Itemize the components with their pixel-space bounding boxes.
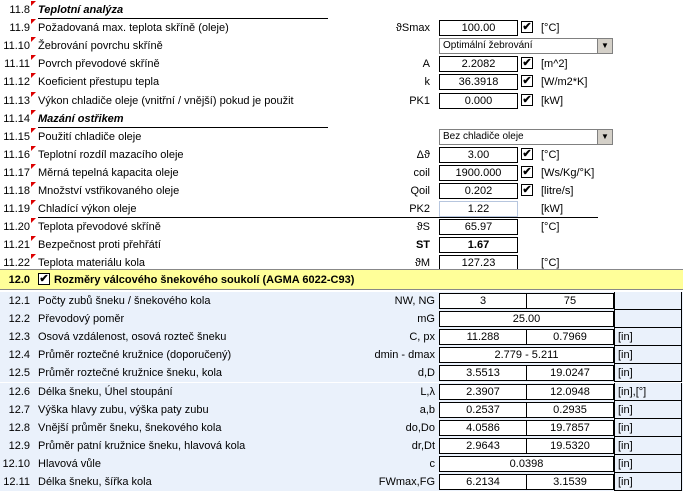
row-12-1 [0, 292, 683, 310]
row-number: 11.8 [9, 4, 30, 16]
checkbox[interactable]: ✔ [522, 57, 532, 70]
comment-marker [31, 55, 36, 60]
row-11-19 [0, 200, 683, 218]
row-number: 11.10 [3, 40, 30, 53]
row-number: 12.7 [8, 403, 30, 416]
symbol: c [429, 457, 435, 470]
row-label: Povrch převodové skříně [38, 58, 160, 71]
unit-label: [in] [618, 403, 633, 416]
row-label: Mazání ostřikem [38, 112, 124, 125]
chevron-down-icon[interactable]: ▼ [597, 130, 612, 144]
unit-label: [Ws/Kg/°K] [541, 166, 595, 179]
row-label: Bezpečnost proti přehřátí [38, 239, 161, 252]
comment-marker [31, 236, 36, 241]
row-label: Vnější průměr šneku, šnekového kola [38, 421, 222, 434]
value-1[interactable]: 4.0586 [439, 420, 527, 436]
row-11-12 [0, 73, 683, 91]
unit-label: [°C] [541, 22, 560, 35]
value-field[interactable]: 1900.000 [439, 165, 518, 181]
checkbox[interactable]: ✔ [522, 21, 532, 34]
unit-label: [in] [618, 421, 633, 434]
row-label: Průměr roztečné kružnice šneku, kola [38, 367, 223, 380]
symbol: L,λ [420, 385, 435, 398]
dropdown-value: Optimální žebrování [443, 40, 533, 52]
section-header [0, 269, 683, 290]
comment-marker [31, 146, 36, 151]
symbol: mG [417, 313, 435, 326]
unit-label: [in] [618, 476, 633, 488]
unit-label: [W/m2*K] [541, 76, 588, 89]
value-2[interactable]: 12.0948 [526, 384, 614, 400]
symbol: FWmax,FG [378, 476, 435, 488]
row-number: 12.1 [8, 295, 30, 307]
row-number: 11.9 [9, 22, 30, 35]
row-label: Výška hlavy zubu, výška paty zubu [38, 403, 209, 416]
unit-label: [m^2] [541, 58, 568, 71]
row-11-21 [0, 236, 683, 254]
symbol: PK2 [409, 203, 430, 216]
row-number: 12.4 [8, 349, 30, 362]
value-span[interactable]: 0.0398 [439, 456, 614, 472]
row-number: 12.3 [8, 331, 30, 344]
comment-marker [31, 92, 36, 97]
row-11-13 [0, 92, 683, 110]
value-1[interactable]: 3 [439, 293, 527, 309]
value-1[interactable]: 2.9643 [439, 438, 527, 454]
row-12-7 [0, 401, 683, 419]
row-number: 11.11 [4, 58, 30, 71]
row-label: Teplotní rozdíl mazacího oleje [38, 148, 184, 161]
row-12-5 [0, 364, 683, 382]
row-11-18 [0, 182, 683, 200]
symbol: dmin - dmax [374, 349, 435, 362]
value-field[interactable]: 0.000 [439, 93, 518, 109]
row-number: 11.16 [3, 148, 30, 161]
unit-cell [614, 292, 682, 310]
value-field[interactable]: 36.3918 [439, 74, 518, 90]
row-12-10 [0, 455, 683, 473]
symbol: C, px [409, 331, 435, 344]
comment-marker [31, 37, 36, 42]
value-field[interactable]: 127.23 [439, 255, 518, 271]
unit-label: [kW] [541, 94, 563, 107]
row-label: Chladící výkon oleje [38, 203, 137, 216]
row-11-15 [0, 128, 683, 146]
row-number: 11.18 [3, 185, 30, 197]
symbol: PK1 [409, 94, 430, 107]
row-11-8 [0, 1, 683, 19]
unit-cell [614, 310, 682, 328]
symbol: d,D [417, 367, 435, 380]
row-number: 11.19 [3, 203, 30, 216]
row-number: 11.17 [3, 166, 30, 179]
row-label: Množství vstřikovaného oleje [38, 185, 180, 197]
unit-label: [in],[°] [618, 385, 647, 398]
unit-label: [in] [618, 331, 633, 344]
value-span[interactable]: 25.00 [439, 311, 614, 327]
checkbox[interactable]: ✔ [522, 184, 532, 196]
row-label: Počty zubů šneku / šnekového kola [38, 295, 211, 307]
section-checkbox[interactable]: ✔ [39, 273, 49, 285]
comment-marker [31, 128, 36, 133]
row-label: Teplota převodové skříně [38, 221, 161, 234]
dropdown-select[interactable] [439, 129, 613, 145]
section-title: Rozměry válcového šnekového soukolí (AGMA 6022-C93) [54, 274, 355, 286]
row-number: 11.14 [3, 112, 30, 125]
unit-label: [°C] [541, 221, 560, 234]
row-12-9 [0, 437, 683, 455]
symbol: Qoil [410, 185, 430, 197]
comment-marker [31, 200, 36, 205]
row-11-9 [0, 19, 683, 37]
value-field[interactable]: 65.97 [439, 219, 518, 235]
value-2[interactable]: 75 [526, 293, 614, 309]
row-11-17 [0, 164, 683, 182]
row-label: Výkon chladiče oleje (vnitřní / vnější) pokud je použit [38, 94, 294, 107]
row-number: 12.11 [3, 476, 30, 488]
row-12-11 [0, 473, 683, 491]
value-field[interactable]: 0.202 [439, 183, 518, 199]
row-12-8 [0, 419, 683, 437]
row-label: Převodový poměr [38, 313, 125, 326]
value-2[interactable]: 0.7969 [526, 329, 614, 345]
row-number: 11.21 [3, 239, 30, 252]
symbol: ϑSmax [395, 22, 430, 35]
row-number: 11.13 [3, 94, 30, 107]
row-label: Teplota materiálu kola [38, 257, 146, 270]
row-11-10 [0, 37, 683, 55]
value-2[interactable]: 19.7857 [526, 420, 614, 436]
value-field[interactable]: 2.2082 [439, 56, 518, 72]
comment-marker [31, 182, 36, 187]
row-label: Průměr roztečné kružnice (doporučený) [38, 349, 232, 362]
unit-label: [in] [618, 439, 633, 452]
comment-marker [31, 218, 36, 223]
row-label: Délka šneku, šířka kola [38, 476, 152, 488]
row-label: Teplotní analýza [38, 4, 124, 16]
value-2[interactable]: 3.1539 [526, 474, 614, 490]
symbol: ϑS [416, 221, 430, 234]
row-12-3 [0, 328, 683, 346]
value-2[interactable]: 0.2935 [526, 402, 614, 418]
unit-label: [litre/s] [541, 185, 574, 197]
row-label: Koeficient přestupu tepla [38, 76, 160, 89]
value-span[interactable]: 2.779 - 5.211 [439, 347, 614, 363]
unit-label: [in] [618, 367, 633, 380]
symbol: k [424, 76, 430, 89]
value-2[interactable]: 19.5320 [526, 438, 614, 454]
section-number: 12.0 [8, 274, 30, 286]
unit-label: [in] [618, 457, 633, 470]
row-11-11 [0, 55, 683, 73]
row-number: 12.6 [8, 385, 30, 398]
row-number: 12.9 [8, 439, 30, 452]
row-number: 12.2 [8, 313, 30, 326]
chevron-down-icon[interactable]: ▼ [597, 39, 612, 53]
unit-label: [°C] [541, 257, 560, 270]
symbol: coil [413, 166, 430, 179]
row-number: 11.20 [3, 221, 30, 234]
row-label: Požadovaná max. teplota skříně (oleje) [38, 22, 229, 35]
symbol: a,b [419, 403, 435, 416]
unit-label: [kW] [541, 203, 563, 216]
row-number: 12.8 [8, 421, 30, 434]
checkbox[interactable]: ✔ [522, 75, 532, 88]
value-1[interactable]: 2.3907 [439, 384, 527, 400]
row-11-14 [0, 110, 683, 128]
row-number: 12.5 [8, 367, 30, 380]
checkbox[interactable]: ✔ [522, 165, 532, 178]
unit-label: [°C] [541, 148, 560, 161]
value-1[interactable]: 0.2537 [439, 402, 527, 418]
checkbox[interactable]: ✔ [522, 93, 532, 106]
row-12-6 [0, 383, 683, 401]
dropdown-value: Bez chladiče oleje [443, 130, 524, 142]
symbol: ST [415, 239, 430, 252]
value-field[interactable]: 100.00 [439, 20, 518, 36]
symbol: dr,Dt [411, 439, 435, 452]
row-label: Žebrování povrchu skříně [38, 40, 163, 53]
row-number: 11.15 [3, 130, 30, 143]
row-number: 11.12 [3, 76, 30, 89]
symbol: Δϑ [416, 148, 430, 161]
value-field[interactable]: 1.22 [439, 201, 518, 217]
symbol: do,Do [405, 421, 435, 434]
comment-marker [31, 1, 36, 6]
row-label: Délka šneku, Úhel stoupání [38, 385, 173, 398]
value-1[interactable]: 6.2134 [439, 474, 527, 490]
row-label: Použití chladiče oleje [38, 130, 142, 143]
unit-label: [in] [618, 349, 633, 362]
dropdown-select[interactable] [439, 38, 613, 54]
row-11-20 [0, 218, 683, 236]
row-11-16 [0, 146, 683, 164]
symbol: ϑM [414, 257, 430, 270]
comment-marker [31, 19, 36, 24]
comment-marker [31, 254, 36, 259]
row-label: Průměr patní kružnice šneku, hlavová kola [38, 439, 246, 452]
checkbox[interactable]: ✔ [522, 147, 532, 160]
row-label: Osová vzdálenost, osová rozteč šneku [38, 331, 227, 344]
value-1[interactable]: 11.288 [439, 329, 527, 345]
row-12-4 [0, 346, 683, 364]
symbol: NW, NG [394, 295, 435, 307]
value-field[interactable]: 1.67 [439, 237, 518, 253]
comment-marker [31, 73, 36, 78]
row-number: 12.10 [2, 457, 30, 470]
row-12-2 [0, 310, 683, 328]
comment-marker [31, 164, 36, 169]
symbol: A [422, 58, 430, 71]
row-label: Měrná tepelná kapacita oleje [38, 166, 179, 179]
value-field[interactable]: 3.00 [439, 147, 518, 163]
row-number: 11.22 [3, 257, 30, 270]
comment-marker [31, 110, 36, 115]
value-1[interactable]: 3.5513 [439, 365, 527, 381]
row-label: Hlavová vůle [38, 457, 101, 470]
value-2[interactable]: 19.0247 [526, 365, 614, 381]
